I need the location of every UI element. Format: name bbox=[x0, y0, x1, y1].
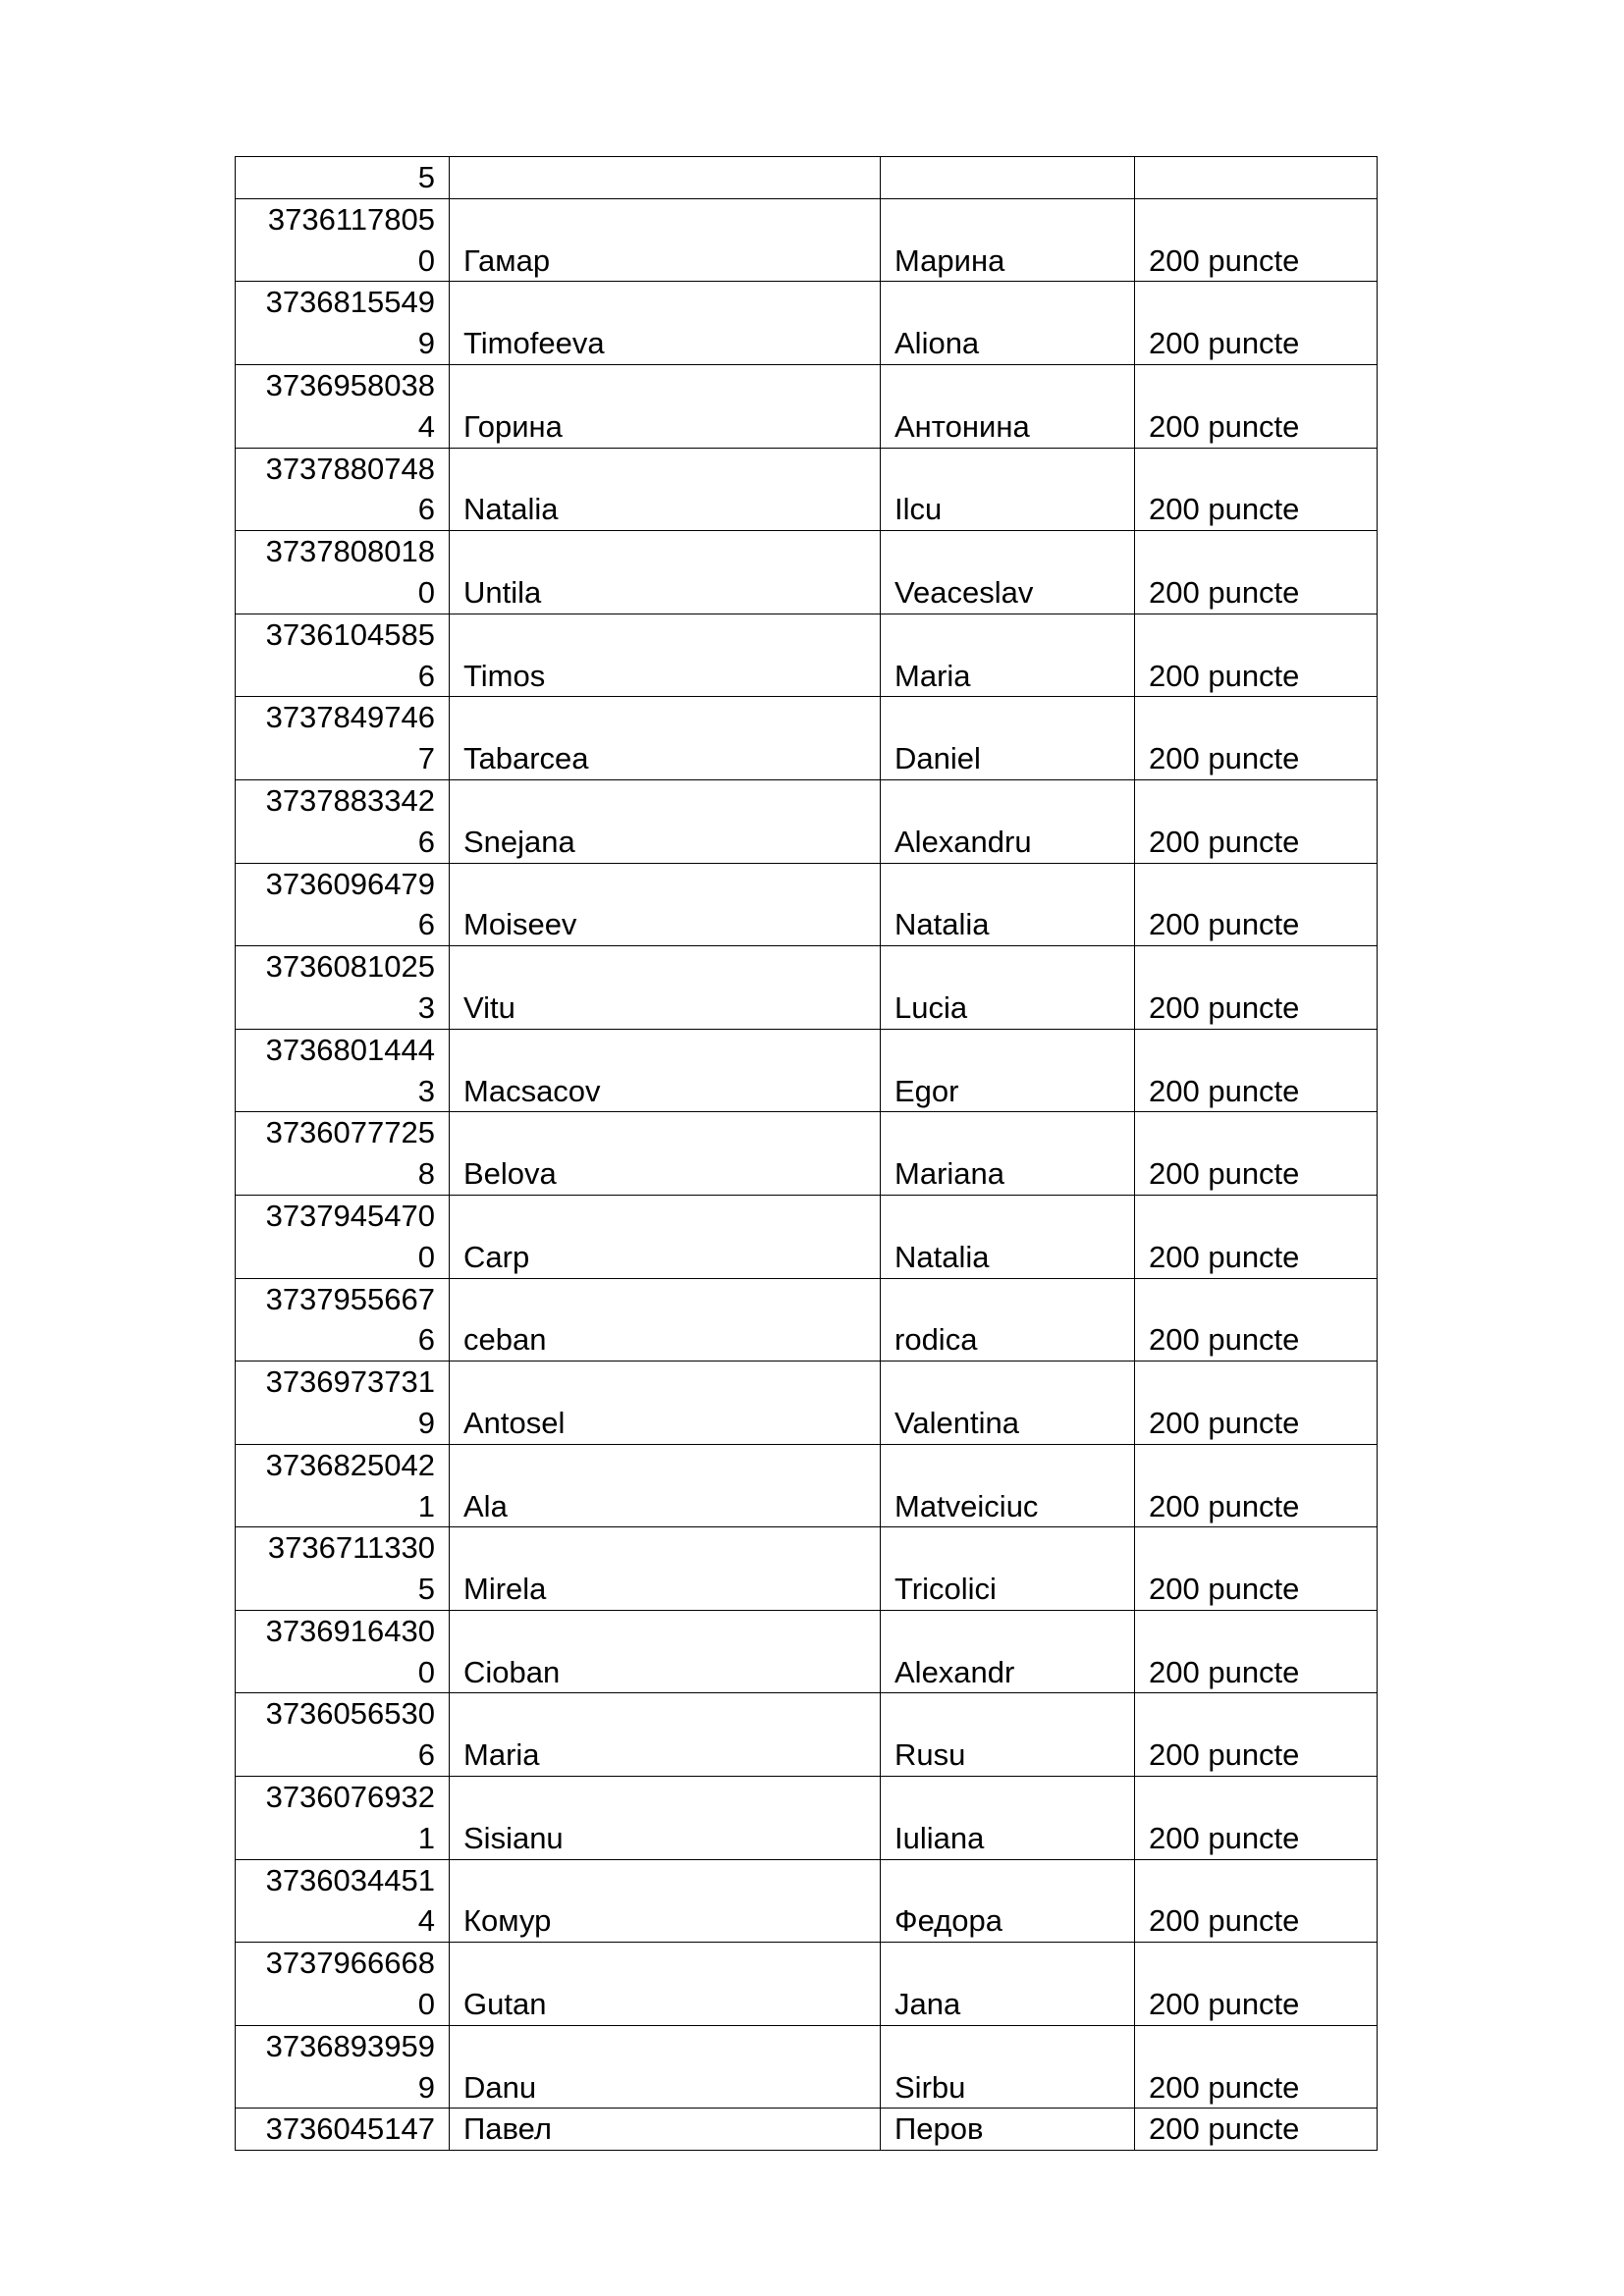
last-name-cell: Carp bbox=[450, 1195, 881, 1278]
last-name-cell: Vitu bbox=[450, 946, 881, 1030]
first-name-cell: Tricolici bbox=[881, 1527, 1135, 1611]
prize-cell: 200 puncte bbox=[1135, 1444, 1378, 1527]
table-row bbox=[236, 2025, 1378, 2109]
phone-line: 3736815549 bbox=[265, 285, 435, 320]
table-row bbox=[236, 1444, 1378, 1527]
last-name-cell: Mirela bbox=[450, 1527, 881, 1611]
first-name-cell: Matveiciuc bbox=[881, 1444, 1135, 1527]
phone-line: 3736117805 bbox=[267, 201, 435, 237]
last-name-cell: Untila bbox=[450, 531, 881, 614]
table-row bbox=[236, 697, 1378, 780]
phone-line: 9 bbox=[417, 2069, 435, 2105]
phone-line: 6 bbox=[417, 824, 435, 859]
phone-cell bbox=[236, 1777, 450, 1860]
first-name-cell: Natalia bbox=[881, 863, 1135, 946]
last-name-cell: Гамар bbox=[450, 198, 881, 282]
phone-line: 0 bbox=[417, 242, 435, 278]
table-row bbox=[236, 1693, 1378, 1777]
table-row bbox=[236, 364, 1378, 448]
phone-line: 0 bbox=[417, 1239, 435, 1274]
first-name-cell: Марина bbox=[881, 198, 1135, 282]
last-name-cell: Павел bbox=[450, 2109, 881, 2151]
prize-cell: 200 puncte bbox=[1135, 1362, 1378, 1445]
prize-cell: 200 puncte bbox=[1135, 697, 1378, 780]
last-name-cell: Antosel bbox=[450, 1362, 881, 1445]
phone-cell bbox=[236, 531, 450, 614]
table-row bbox=[236, 2109, 1378, 2151]
first-name-cell: Valentina bbox=[881, 1362, 1135, 1445]
prize-cell: 200 puncte bbox=[1135, 779, 1378, 863]
table-row bbox=[236, 448, 1378, 531]
last-name-cell: Macsacov bbox=[450, 1029, 881, 1112]
prize-cell: 200 puncte bbox=[1135, 1610, 1378, 1693]
phone-line: 3736893959 bbox=[265, 2028, 435, 2063]
last-name-cell: ceban bbox=[450, 1278, 881, 1362]
prize-cell: 200 puncte bbox=[1135, 1693, 1378, 1777]
last-name-cell: Natalia bbox=[450, 448, 881, 531]
table-row bbox=[236, 946, 1378, 1030]
prize-cell: 200 puncte bbox=[1135, 531, 1378, 614]
phone-cell bbox=[236, 946, 450, 1030]
last-name-cell: Ala bbox=[450, 1444, 881, 1527]
prize-cell: 200 puncte bbox=[1135, 1029, 1378, 1112]
phone-line: 0 bbox=[417, 1987, 435, 2022]
phone-line: 8 bbox=[417, 1156, 435, 1192]
prize-cell: 200 puncte bbox=[1135, 1278, 1378, 1362]
phone-line: 1 bbox=[417, 1488, 435, 1523]
first-name-cell: Федора bbox=[881, 1859, 1135, 1943]
winners-table-body bbox=[236, 157, 1378, 2151]
prize-cell: 200 puncte bbox=[1135, 614, 1378, 697]
prize-cell: 200 puncte bbox=[1135, 2025, 1378, 2109]
first-name-cell: Mariana bbox=[881, 1112, 1135, 1196]
phone-cell bbox=[236, 1527, 450, 1611]
prize-cell: 200 puncte bbox=[1135, 946, 1378, 1030]
phone-line: 7 bbox=[417, 741, 435, 776]
phone-cell bbox=[236, 448, 450, 531]
phone-cell bbox=[236, 1693, 450, 1777]
phone-line: 6 bbox=[417, 492, 435, 527]
phone-line: 1 bbox=[417, 1820, 435, 1855]
phone-cell bbox=[236, 1112, 450, 1196]
prize-cell: 200 puncte bbox=[1135, 448, 1378, 531]
winners-table bbox=[235, 156, 1378, 2151]
phone-line: 6 bbox=[417, 1737, 435, 1773]
first-name-cell: Daniel bbox=[881, 697, 1135, 780]
phone-cell bbox=[236, 157, 450, 199]
phone-line: 6 bbox=[417, 907, 435, 942]
first-name-cell: Veaceslav bbox=[881, 531, 1135, 614]
phone-line: 5 bbox=[417, 1572, 435, 1607]
phone-line: 6 bbox=[417, 1322, 435, 1358]
phone-line: 3737880748 bbox=[265, 451, 435, 486]
phone-line: 3736104585 bbox=[265, 616, 435, 652]
first-name-cell: Maria bbox=[881, 614, 1135, 697]
last-name-cell: Горина bbox=[450, 364, 881, 448]
phone-line: 4 bbox=[417, 1903, 435, 1939]
last-name-cell bbox=[450, 157, 881, 199]
table-row bbox=[236, 614, 1378, 697]
first-name-cell: Jana bbox=[881, 1943, 1135, 2026]
phone-cell bbox=[236, 1029, 450, 1112]
phone-cell bbox=[236, 697, 450, 780]
last-name-cell: Snejana bbox=[450, 779, 881, 863]
phone-line: 3737945470 bbox=[265, 1198, 435, 1233]
prize-cell: 200 puncte bbox=[1135, 1777, 1378, 1860]
last-name-cell: Комур bbox=[450, 1859, 881, 1943]
first-name-cell: Alexandr bbox=[881, 1610, 1135, 1693]
phone-line: 9 bbox=[417, 1405, 435, 1440]
phone-line: 3736958038 bbox=[265, 367, 435, 402]
phone-line: 3736711330 bbox=[267, 1530, 435, 1566]
first-name-cell: Rusu bbox=[881, 1693, 1135, 1777]
first-name-cell: rodica bbox=[881, 1278, 1135, 1362]
phone-line: 5 bbox=[417, 160, 435, 194]
phone-line: 3736045147 bbox=[265, 2111, 435, 2147]
first-name-cell: Egor bbox=[881, 1029, 1135, 1112]
phone-line: 3736973731 bbox=[265, 1364, 435, 1400]
first-name-cell: Ilcu bbox=[881, 448, 1135, 531]
table-row bbox=[236, 282, 1378, 365]
table-row bbox=[236, 531, 1378, 614]
prize-cell: 200 puncte bbox=[1135, 1112, 1378, 1196]
first-name-cell bbox=[881, 157, 1135, 199]
first-name-cell: Антонина bbox=[881, 364, 1135, 448]
first-name-cell: Перов bbox=[881, 2109, 1135, 2151]
table-row bbox=[236, 863, 1378, 946]
table-row bbox=[236, 157, 1378, 199]
phone-line: 3736916430 bbox=[265, 1613, 435, 1648]
first-name-cell: Lucia bbox=[881, 946, 1135, 1030]
first-name-cell: Aliona bbox=[881, 282, 1135, 365]
phone-line: 4 bbox=[417, 408, 435, 444]
table-row bbox=[236, 1859, 1378, 1943]
last-name-cell: Gutan bbox=[450, 1943, 881, 2026]
prize-cell: 200 puncte bbox=[1135, 863, 1378, 946]
phone-line: 3736096479 bbox=[265, 866, 435, 901]
table-row bbox=[236, 1610, 1378, 1693]
phone-line: 3736076932 bbox=[265, 1780, 435, 1815]
table-row bbox=[236, 1029, 1378, 1112]
first-name-cell: Alexandru bbox=[881, 779, 1135, 863]
table-row bbox=[236, 1195, 1378, 1278]
phone-line: 3737966668 bbox=[265, 1946, 435, 1981]
table-row bbox=[236, 1362, 1378, 1445]
phone-line: 3737849746 bbox=[265, 700, 435, 735]
table-row bbox=[236, 1943, 1378, 2026]
last-name-cell: Timofeeva bbox=[450, 282, 881, 365]
phone-line: 3736034451 bbox=[265, 1862, 435, 1897]
phone-cell bbox=[236, 1943, 450, 2026]
last-name-cell: Danu bbox=[450, 2025, 881, 2109]
phone-cell bbox=[236, 863, 450, 946]
first-name-cell: Iuliana bbox=[881, 1777, 1135, 1860]
phone-cell bbox=[236, 1362, 450, 1445]
table-row bbox=[236, 1527, 1378, 1611]
prize-cell: 200 puncte bbox=[1135, 2109, 1378, 2151]
phone-cell bbox=[236, 2025, 450, 2109]
table-row bbox=[236, 1777, 1378, 1860]
first-name-cell: Sirbu bbox=[881, 2025, 1135, 2109]
first-name-cell: Natalia bbox=[881, 1195, 1135, 1278]
prize-cell: 200 puncte bbox=[1135, 1195, 1378, 1278]
phone-line: 3736056530 bbox=[265, 1696, 435, 1732]
phone-cell bbox=[236, 1195, 450, 1278]
phone-line: 3737955667 bbox=[265, 1281, 435, 1316]
phone-line: 3736081025 bbox=[265, 949, 435, 985]
last-name-cell: Belova bbox=[450, 1112, 881, 1196]
table-row bbox=[236, 1112, 1378, 1196]
phone-line: 3736801444 bbox=[265, 1032, 435, 1067]
phone-line: 3736825042 bbox=[265, 1447, 435, 1482]
phone-line: 3737883342 bbox=[265, 782, 435, 818]
phone-line: 3737808018 bbox=[265, 534, 435, 569]
phone-cell bbox=[236, 198, 450, 282]
phone-line: 0 bbox=[417, 574, 435, 610]
phone-cell bbox=[236, 282, 450, 365]
prize-cell: 200 puncte bbox=[1135, 1527, 1378, 1611]
prize-cell: 200 puncte bbox=[1135, 282, 1378, 365]
phone-line: 3736077725 bbox=[265, 1115, 435, 1150]
last-name-cell: Moiseev bbox=[450, 863, 881, 946]
phone-cell bbox=[236, 1278, 450, 1362]
phone-cell bbox=[236, 364, 450, 448]
phone-cell bbox=[236, 2109, 450, 2151]
phone-cell bbox=[236, 1610, 450, 1693]
phone-line: 3 bbox=[417, 989, 435, 1025]
phone-line: 6 bbox=[417, 658, 435, 693]
prize-cell: 200 puncte bbox=[1135, 1943, 1378, 2026]
phone-cell bbox=[236, 1859, 450, 1943]
last-name-cell: Timos bbox=[450, 614, 881, 697]
phone-cell bbox=[236, 1444, 450, 1527]
phone-line: 9 bbox=[417, 326, 435, 361]
table-row bbox=[236, 198, 1378, 282]
table-row bbox=[236, 779, 1378, 863]
prize-cell: 200 puncte bbox=[1135, 1859, 1378, 1943]
phone-cell bbox=[236, 779, 450, 863]
last-name-cell: Tabarcea bbox=[450, 697, 881, 780]
prize-cell bbox=[1135, 157, 1378, 199]
table-row bbox=[236, 1278, 1378, 1362]
last-name-cell: Maria bbox=[450, 1693, 881, 1777]
last-name-cell: Cioban bbox=[450, 1610, 881, 1693]
phone-line: 0 bbox=[417, 1654, 435, 1689]
prize-cell: 200 puncte bbox=[1135, 198, 1378, 282]
prize-cell: 200 puncte bbox=[1135, 364, 1378, 448]
last-name-cell: Sisianu bbox=[450, 1777, 881, 1860]
phone-line: 3 bbox=[417, 1073, 435, 1108]
phone-cell bbox=[236, 614, 450, 697]
